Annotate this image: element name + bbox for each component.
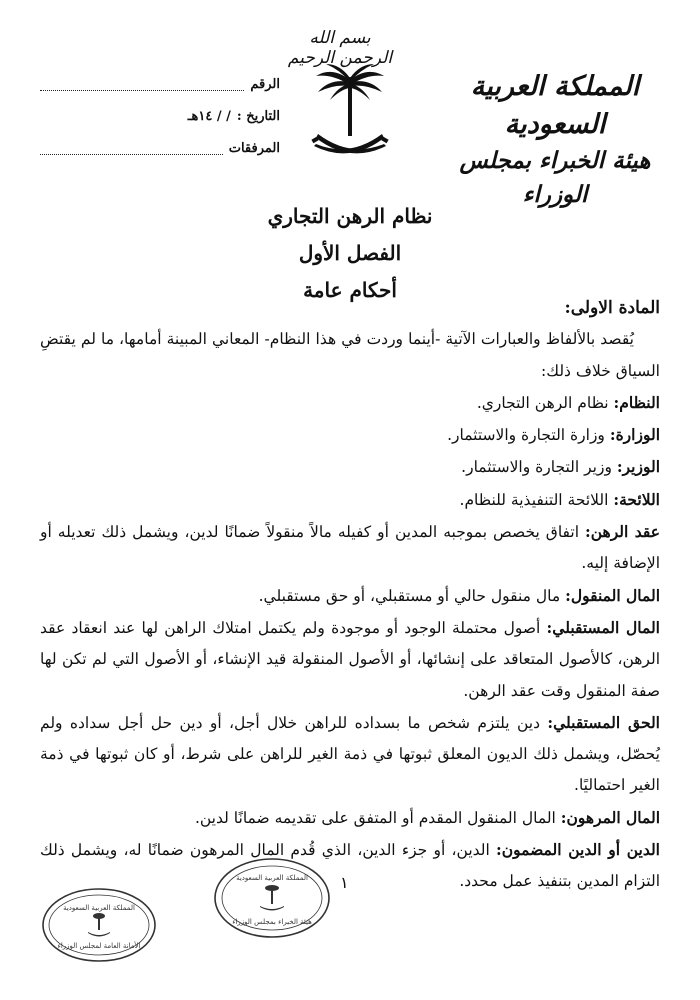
definition-term: الدين أو الدين المضمون: — [496, 840, 660, 860]
stamp-center-line2: هيئة الخبراء بمجلس الوزراء — [232, 918, 312, 926]
definition-text: نظام الرهن التجاري. — [476, 393, 614, 412]
attachments-label: المرفقات — [228, 140, 280, 156]
definition-item — [40, 419, 660, 451]
article-heading: المادة الاولى: — [564, 298, 660, 318]
definition-item — [40, 707, 660, 802]
ministry-line-2: هيئة الخبراء بمجلس الوزراء — [459, 147, 651, 208]
definition-term: الحق المستقبلي: — [547, 712, 660, 732]
stamp-left-line1: المملكة العربية السعودية — [63, 904, 135, 912]
attachments-line — [40, 142, 223, 155]
date-row — [40, 100, 280, 132]
definition-text: اتفاق يخصص بموجبه المدين أو كفيله مالاً منقولاً ضمانًا لدين، ويشمل ذلك تعديله أو الإضافة إليه. — [40, 523, 660, 573]
definition-item — [40, 612, 660, 707]
definition-text: أصول محتملة الوجود أو موجودة ولم يكتمل امتلاك الراهن لها عند انعقاد عقد الرهن، كالأصول المتعاقد على إنشائها، أو الأصول المنقولة قيد الإنشاء، أو الأصول التي لم تكن لها صفة المنقول وقت عقد الرهن. — [40, 618, 660, 700]
basmala: بسم الله الرحمن الرحيم — [287, 28, 393, 68]
attachments-row — [40, 132, 280, 164]
reference-block — [40, 68, 280, 164]
definition-item — [40, 451, 660, 483]
definition-text: المال المنقول المقدم أو المتفق على تقديمه ضمانًا لدين. — [194, 808, 561, 827]
definition-text: الدين، أو جزء الدين، الذي قُدم المال المرهون ضمانًا له، ويشمل ذلك التزام المدين بتنفيذ عمل محدد. — [40, 841, 660, 891]
page-number: ١ — [340, 873, 349, 892]
definition-text: وزارة التجارة والاستثمار. — [447, 426, 610, 445]
chapter-title: الفصل الأول — [298, 241, 402, 265]
definition-term: المال المنقول: — [565, 585, 660, 605]
date-value: / / ١٤هـ — [187, 108, 231, 124]
date-label: التاريخ : — [236, 108, 280, 124]
definition-term: المال المرهون: — [560, 807, 660, 827]
stamp-center-line1: المملكة العربية السعودية — [236, 874, 308, 882]
definition-text: وزير التجارة والاستثمار. — [461, 458, 617, 477]
article-intro: يُقصد بالألفاظ والعبارات الآتية -أينما وردت في هذا النظام- المعاني المبينة أمامها، ما لم يقتضِ السياق خلاف ذلك: — [40, 330, 660, 380]
definition-item — [40, 802, 660, 834]
definition-term: النظام: — [613, 392, 660, 412]
ministry-line-1: المملكة العربية السعودية — [470, 71, 640, 140]
definition-item — [40, 387, 660, 419]
law-title: نظام الرهن التجاري — [267, 204, 433, 228]
left-official-stamp — [40, 886, 158, 964]
definition-term: الوزارة: — [609, 425, 660, 445]
definition-term: المال المستقبلي: — [546, 617, 660, 637]
definition-term: اللائحة: — [613, 489, 660, 509]
definition-text: دين يلتزم شخص ما بسداده للراهن خلال أجل، أو دين حل أجل سداده ولم يُحصّل، ويشمل ذلك الديون المعلق ثبوتها في ذمة الغير للراهن على شرط، أو كان ثبوتها في ذمة الغير احتماليًا. — [40, 713, 660, 795]
definition-term: عقد الرهن: — [585, 522, 660, 542]
number-line — [40, 78, 244, 91]
section-title: أحكام عامة — [303, 278, 397, 302]
number-row — [40, 68, 280, 100]
number-label: الرقم — [250, 76, 280, 92]
ministry-header — [425, 68, 685, 212]
palm-swords-emblem — [310, 62, 390, 162]
definition-text: اللائحة التنفيذية للنظام. — [459, 490, 614, 509]
stamp-left-line2: الأمانة العامة لمجلس الوزراء — [57, 942, 141, 950]
definition-item — [40, 580, 660, 612]
definition-item — [40, 484, 660, 516]
center-official-stamp — [212, 856, 332, 940]
definition-term: الوزير: — [616, 457, 660, 477]
article-body — [40, 293, 660, 898]
definition-text: مال منقول حالي أو مستقبلي، أو حق مستقبلي. — [258, 586, 566, 605]
definition-item — [40, 516, 660, 580]
